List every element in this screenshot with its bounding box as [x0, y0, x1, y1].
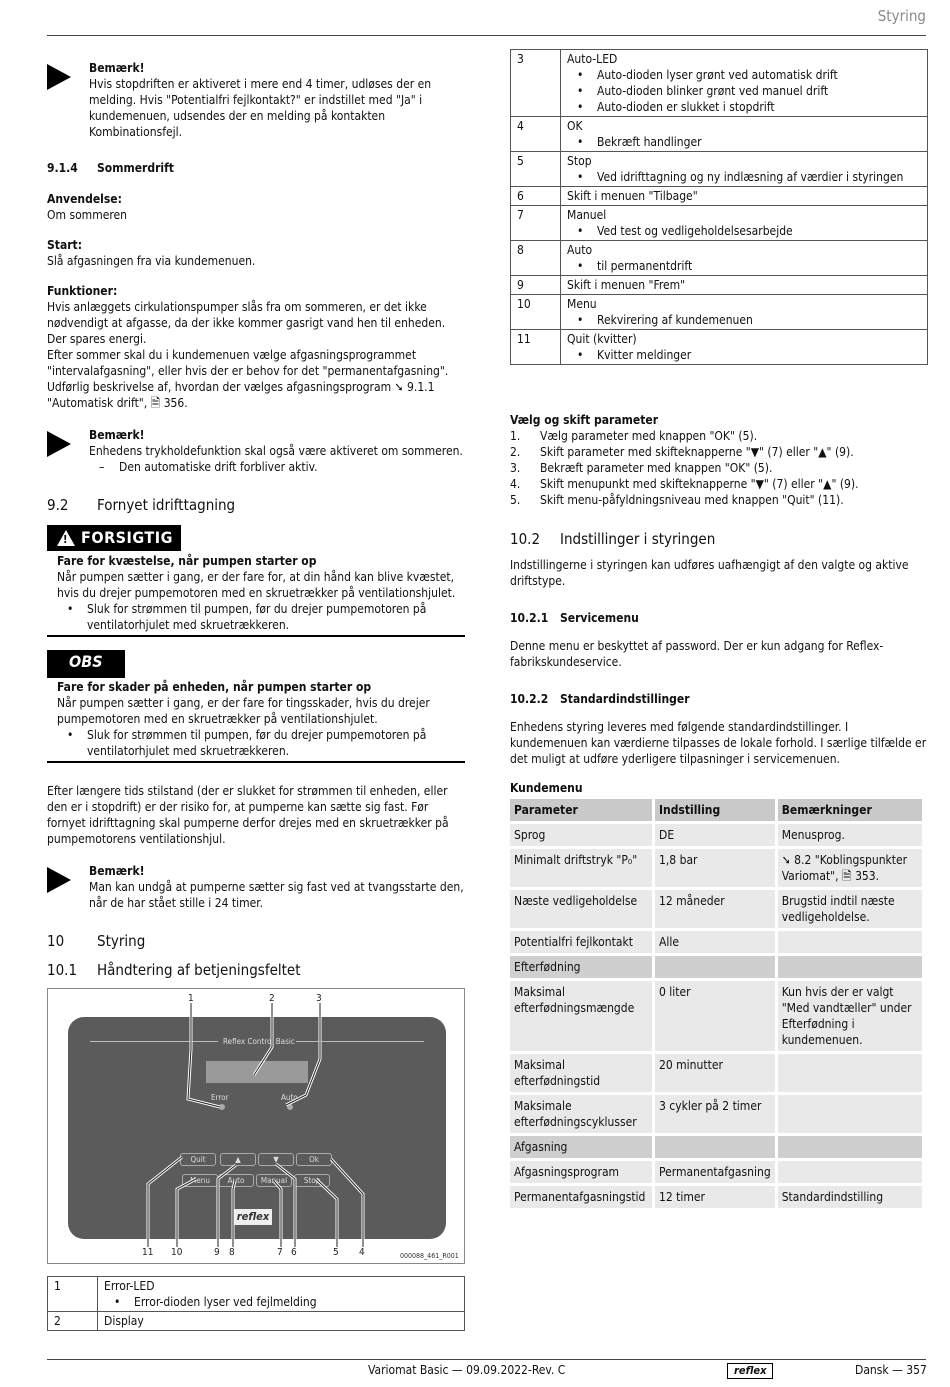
legend-number: 8 [511, 241, 561, 276]
settings-header-row [510, 799, 922, 821]
functions-text-1: Hvis anlæggets cirkulationspumper slås fra om sommeren, er det ikke nødvendigt at afgasse, da der ikke kommer gasrigt vand hen til enheden. Der spares energi. [47, 300, 446, 346]
settings-cell: 3 cykler på 2 timer [655, 1095, 775, 1133]
section-heading-9-1-4: 9.1.4 Sommerdrift [47, 161, 174, 175]
legend-row [511, 206, 928, 241]
step-number: 4. [510, 477, 521, 491]
callout-8: 8 [229, 1247, 235, 1258]
callout-7: 7 [277, 1247, 283, 1258]
settings-cell [655, 1136, 775, 1158]
section-heading-10-2-1: 10.2.1 Servicemenu [510, 611, 639, 625]
step-number: 1. [510, 429, 521, 443]
legend-label: Stop [567, 154, 592, 168]
note-title: Bemærk! [89, 428, 145, 442]
callout-1: 1 [188, 993, 194, 1004]
settings-cell: 12 måneder [655, 890, 775, 928]
application-label: Anvendelse: [47, 192, 122, 206]
bullet-glyph: • [577, 313, 584, 327]
warning-triangle-icon: ! [57, 530, 75, 546]
legend-description [561, 152, 928, 187]
settings-row [510, 824, 922, 846]
warning-bullet: • Sluk for strømmen til pumpen, før du drejer pumpemotoren på ventilatorhjulet med skruetrækkeren. [67, 602, 427, 632]
manual-button[interactable]: Manual [256, 1174, 292, 1187]
legend-number: 2 [48, 1312, 98, 1331]
settings-cell: Permanentafgasningstid [510, 1186, 652, 1208]
down-button[interactable]: ▼ [258, 1153, 294, 1166]
settings-cell: Afgasningsprogram [510, 1161, 652, 1183]
legend-number: 6 [511, 187, 561, 206]
note-sub-item: – Den automatiske drift forbliver aktiv. [99, 460, 318, 474]
param-steps-list [510, 428, 928, 508]
settings-cell: DE [655, 824, 775, 846]
legend-label: OK [567, 119, 583, 133]
step-number: 3. [510, 461, 521, 475]
settings-header-cell: Bemærkninger [778, 799, 922, 821]
legend-label: Display [104, 1314, 144, 1328]
settings-cell: Standardindstilling [778, 1186, 922, 1208]
settings-cell: ➘ 8.2 "Koblingspunkter Variomat", 🗎 353. [778, 849, 922, 887]
settings-cell [778, 1095, 922, 1133]
callout-3: 3 [316, 993, 322, 1004]
legend-number: 10 [511, 295, 561, 330]
control-panel-figure [47, 988, 465, 1264]
settings-cell [778, 956, 922, 978]
legend-number: 4 [511, 117, 561, 152]
warning-caution-block [47, 525, 465, 637]
legend-label: Quit (kvitter) [567, 332, 637, 346]
settings-row [510, 1161, 922, 1183]
ok-button[interactable]: Ok [296, 1153, 332, 1166]
legend-bullet-text: Ved test og vedligeholdelsesarbejde [597, 224, 793, 238]
note-text: Enhedens trykholdefunktion skal også være aktiveret om sommeren. [89, 444, 463, 458]
settings-group-row [510, 956, 922, 978]
section-heading-10: 10 Styring [47, 932, 146, 950]
step-number: 5. [510, 493, 521, 507]
callout-6: 6 [291, 1247, 297, 1258]
bullet-glyph: • [577, 170, 584, 184]
note-summer [47, 427, 465, 475]
application-text: Om sommeren [47, 208, 128, 222]
param-step [510, 492, 928, 508]
reflex-logo: reflex [234, 1209, 272, 1225]
legend-label: Auto-LED [567, 52, 618, 66]
note-text: Man kan undgå at pumperne sætter sig fast ved at tvangsstarte den, når de har stået stille i 24 timer. [89, 880, 464, 910]
legend-bullet-text: Rekvirering af kundemenuen [597, 313, 753, 327]
settings-row [510, 890, 922, 928]
settings-cell: 20 minutter [655, 1054, 775, 1092]
notice-obs-block [47, 650, 465, 763]
legend-label: Skift i menuen "Frem" [567, 278, 686, 292]
legend-bullet [567, 83, 921, 99]
callout-11: 11 [142, 1247, 154, 1258]
start-label: Start: [47, 238, 83, 252]
param-step [510, 428, 928, 444]
notice-text: Når pumpen sætter i gang, er der fare for tingsskader, hvis du drejer pumpemotoren med en skruetrækker på ventilationshjulet. [57, 696, 430, 726]
legend-description [561, 295, 928, 330]
legend-number: 9 [511, 276, 561, 295]
step-text: Bekræft parameter med knappen "OK" (5). [540, 461, 773, 475]
caution-badge: ! FORSIGTIG [47, 525, 181, 551]
settings-cell: 12 timer [655, 1186, 775, 1208]
notice-title: Fare for skader på enheden, når pumpen starter op [57, 680, 372, 694]
settings-cell [778, 1054, 922, 1092]
legend-bullet [567, 258, 921, 274]
warning-text: Når pumpen sætter i gang, er der fare for, at din hånd kan blive kvæstet, hvis du drejer pumpemotoren med en skruetrækker på ventilationshjulet. [57, 570, 456, 600]
legend-bullet [104, 1294, 458, 1310]
quit-button[interactable]: Quit [180, 1153, 216, 1166]
bullet-glyph: • [114, 1295, 121, 1309]
note-text: Hvis stopdriften er aktiveret i mere end 4 timer, udløses der en melding. Hvis "Potentialfri fejlkontakt?" er indstillet med "Ja" i kundemenuen, udsendes der en melding på kontakten Kombinationsfejl. [89, 77, 432, 139]
settings-row [510, 981, 922, 1051]
legend-number: 11 [511, 330, 561, 365]
param-step [510, 460, 928, 476]
bullet-glyph: • [577, 84, 584, 98]
section-heading-10-2: 10.2 Indstillinger i styringen [510, 530, 716, 548]
legend-description [561, 187, 928, 206]
warning-rule [47, 635, 465, 637]
settings-row [510, 1054, 922, 1092]
legend-label: Auto [567, 243, 593, 257]
legend-label: Menu [567, 297, 597, 311]
legend-description [98, 1312, 465, 1331]
legend-label: Manuel [567, 208, 607, 222]
legend-table-left [47, 1276, 465, 1331]
settings-group-row [510, 1136, 922, 1158]
settings-cell: Efterfødning [510, 956, 652, 978]
legend-description [561, 206, 928, 241]
section-heading-10-2-2: 10.2.2 Standardindstillinger [510, 692, 690, 706]
legend-bullet [567, 347, 921, 363]
note-arrow-icon [47, 431, 71, 457]
header-rule [47, 35, 926, 36]
legend-bullet-text: til permanentdrift [597, 259, 693, 273]
settings-cell: 0 liter [655, 981, 775, 1051]
legend-bullet [567, 134, 921, 150]
settings-header-cell: Indstilling [655, 799, 775, 821]
callout-2: 2 [269, 993, 275, 1004]
settings-cell: Menusprog. [778, 824, 922, 846]
param-step [510, 444, 928, 460]
settings-cell [655, 956, 775, 978]
legend-number: 1 [48, 1277, 98, 1312]
settings-table [507, 796, 925, 1211]
legend-row [511, 295, 928, 330]
bullet-glyph: • [577, 348, 584, 362]
legend-description [561, 241, 928, 276]
legend-description [98, 1277, 465, 1312]
settings-cell: Permanentafgasning [655, 1161, 775, 1183]
legend-number: 3 [511, 50, 561, 117]
legend-bullet [567, 312, 921, 328]
warning-title: Fare for kvæstelse, når pumpen starter op [57, 554, 317, 568]
customer-menu-heading: Kundemenu [510, 781, 583, 795]
callout-leader-lines [48, 989, 466, 1265]
settings-cell: Sprog [510, 824, 652, 846]
settings-cell: Brugstid indtil næste vedligeholdelse. [778, 890, 922, 928]
settings-row [510, 1186, 922, 1208]
settings-cell: Næste vedligeholdelse [510, 890, 652, 928]
legend-label: Error-LED [104, 1279, 155, 1293]
note-force-start [47, 863, 465, 911]
legend-number: 5 [511, 152, 561, 187]
restart-paragraph: Efter længere tids stilstand (der er slukket for strømmen til enheden, eller den er i stopdrift) er der risiko for, at pumperne kan sætte sig fast. Før fornyet idrifttagning skal pumperne derfor drejes med en skruetrækker på pumpemotorens ventilationshjul. [47, 784, 449, 846]
notice-rule [47, 761, 465, 763]
param-step [510, 476, 928, 492]
callout-10: 10 [171, 1247, 183, 1258]
obs-badge: OBS [47, 650, 125, 678]
bullet-glyph: • [577, 100, 584, 114]
section-10-2-1-text: Denne menu er beskyttet af password. Der er kun adgang for Reflex-fabrikskundeservice. [510, 639, 884, 669]
step-text: Skift menupunkt med skifteknapperne "▼" (7) eller "▲" (9). [540, 477, 859, 491]
settings-cell: Minimalt driftstryk "P₀" [510, 849, 652, 887]
settings-cell [778, 1161, 922, 1183]
stop-button[interactable]: Stop [294, 1174, 330, 1187]
settings-row [510, 1095, 922, 1133]
step-text: Skift menu-påfyldningsniveau med knappen "Quit" (11). [540, 493, 844, 507]
callout-4: 4 [359, 1247, 365, 1258]
settings-cell [778, 1136, 922, 1158]
section-10-2-2-text: Enhedens styring leveres med følgende standardindstillinger. I kundemenuen kan værdierne tilpasses de lokale forhold. I særlige tilfælde er det muligt at udføre yderligere tilpasninger i servicemenuen. [510, 720, 927, 766]
menu-button[interactable]: Menu [182, 1174, 218, 1187]
legend-row [511, 187, 928, 206]
legend-bullet-text: Bekræft handlinger [597, 135, 702, 149]
legend-bullet [567, 223, 921, 239]
legend-bullet-text: Error-dioden lyser ved fejlmelding [134, 1295, 317, 1309]
settings-cell: 1,8 bar [655, 849, 775, 887]
auto-button[interactable]: Auto [218, 1174, 254, 1187]
legend-row [48, 1277, 465, 1312]
callout-9: 9 [214, 1247, 220, 1258]
legend-description [561, 276, 928, 295]
legend-row [48, 1312, 465, 1331]
up-button[interactable]: ▲ [220, 1153, 256, 1166]
footer-rule [47, 1359, 926, 1360]
legend-bullet [567, 99, 921, 115]
param-heading: Vælg og skift parameter [510, 413, 659, 427]
legend-bullet-text: Ved idrifttagning og ny indlæsning af værdier i styringen [597, 170, 904, 184]
section-header-title: Styring [877, 7, 926, 25]
panel-title: Reflex Control Basic [223, 1037, 295, 1046]
auto-led-label: Auto [281, 1093, 298, 1102]
legend-description [561, 50, 928, 117]
settings-cell: Maksimal efterfødningstid [510, 1054, 652, 1092]
settings-cell: Kun hvis der er valgt "Med vandtæller" under Efterfødning i kundemenuen. [778, 981, 922, 1051]
settings-row [510, 849, 922, 887]
note-stop-mode [47, 60, 465, 140]
note-arrow-icon [47, 64, 71, 90]
step-text: Skift parameter med skifteknapperne "▼" (7) eller "▲" (9). [540, 445, 854, 459]
callout-5: 5 [333, 1247, 339, 1258]
step-number: 2. [510, 445, 521, 459]
legend-description [561, 117, 928, 152]
left-column [47, 60, 465, 980]
legend-row [511, 117, 928, 152]
legend-bullet [567, 169, 921, 185]
legend-row [511, 276, 928, 295]
settings-cell: Afgasning [510, 1136, 652, 1158]
bullet-glyph: • [577, 68, 584, 82]
note-title: Bemærk! [89, 61, 145, 75]
functions-label: Funktioner: [47, 284, 118, 298]
section-10-2-text: Indstillingerne i styringen kan udføres uafhængigt af den valgte og aktive driftstype. [510, 558, 909, 588]
legend-description [561, 330, 928, 365]
right-column-lower [510, 412, 928, 1211]
footer-document: Variomat Basic — 09.09.2022-Rev. C [368, 1363, 566, 1377]
settings-cell: Maksimal efterfødningsmængde [510, 981, 652, 1051]
note-title: Bemærk! [89, 864, 145, 878]
legend-bullet [567, 67, 921, 83]
settings-cell: Maksimale efterfødningscyklusser [510, 1095, 652, 1133]
figure-id: 000088_461_R001 [400, 1252, 459, 1260]
legend-row [511, 241, 928, 276]
legend-bullet-text: Auto-dioden blinker grønt ved manuel drift [597, 84, 829, 98]
step-text: Vælg parameter med knappen "OK" (5). [540, 429, 758, 443]
legend-bullet-text: Auto-dioden lyser grønt ved automatisk drift [597, 68, 838, 82]
error-led-label: Error [211, 1093, 229, 1102]
legend-row [511, 50, 928, 117]
settings-row [510, 931, 922, 953]
settings-cell: Potentialfri fejlkontakt [510, 931, 652, 953]
legend-bullet-text: Kvitter meldinger [597, 348, 692, 362]
functions-text-2: Efter sommer skal du i kundemenuen vælge afgasningsprogrammet "intervalafgasning", eller hvis der er behov for det "permanentafgasning". Udførlig beskrivelse af, hvordan der vælges afgasningsprogram ➘ 9.1.1 "Automatisk drift", 🗎 356. [47, 348, 449, 410]
footer-page: Dansk — 357 [855, 1363, 927, 1377]
bullet-glyph: • [577, 224, 584, 238]
legend-row [511, 330, 928, 365]
section-heading-9-2: 9.2 Fornyet idrifttagning [47, 496, 236, 514]
legend-bullet-text: Auto-dioden er slukket i stopdrift [597, 100, 775, 114]
legend-row [511, 152, 928, 187]
settings-cell [778, 931, 922, 953]
note-arrow-icon [47, 867, 71, 893]
legend-label: Skift i menuen "Tilbage" [567, 189, 698, 203]
bullet-glyph: • [577, 259, 584, 273]
start-text: Slå afgasningen fra via kundemenuen. [47, 254, 256, 268]
bullet-glyph: • [577, 135, 584, 149]
settings-header-cell: Parameter [510, 799, 652, 821]
notice-bullet: • Sluk for strømmen til pumpen, før du drejer pumpemotoren på ventilatorhjulet med skruetrækkeren. [67, 728, 427, 758]
settings-cell: Alle [655, 931, 775, 953]
legend-number: 7 [511, 206, 561, 241]
legend-table-right [510, 49, 928, 365]
footer-logo: reflex [727, 1363, 773, 1379]
section-heading-10-1: 10.1 Håndtering af betjeningsfeltet [47, 961, 301, 979]
